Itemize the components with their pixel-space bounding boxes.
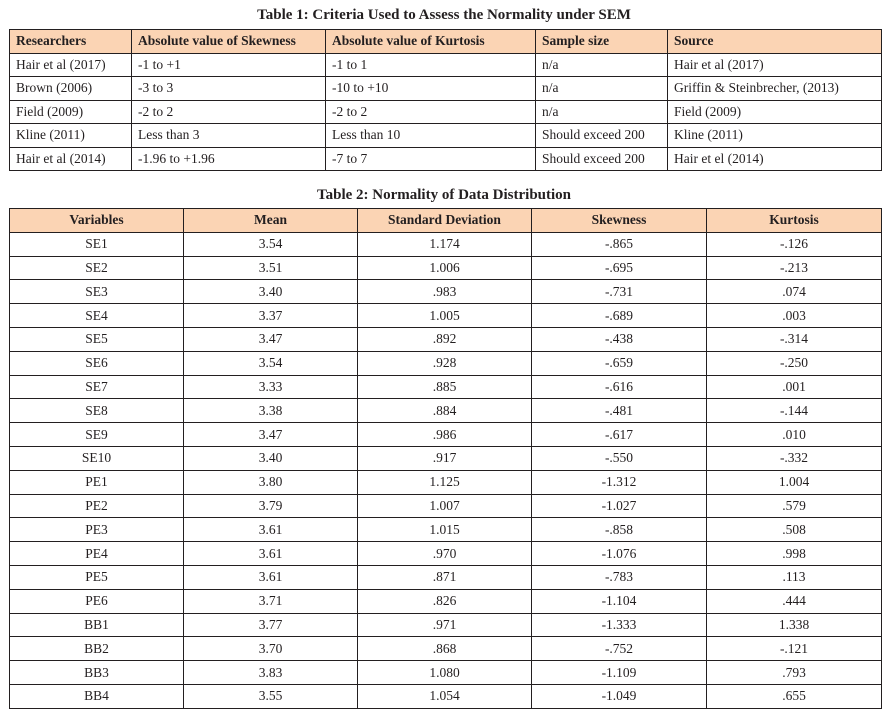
table-cell: -.250 bbox=[707, 351, 882, 375]
table-cell: PE5 bbox=[10, 565, 184, 589]
column-header: Absolute value of Kurtosis bbox=[326, 30, 536, 54]
table-cell: Griffin & Steinbrecher, (2013) bbox=[668, 77, 882, 101]
table-cell: .113 bbox=[707, 565, 882, 589]
table-cell: 1.005 bbox=[358, 304, 532, 328]
table-cell: -.121 bbox=[707, 637, 882, 661]
table-row bbox=[10, 542, 882, 566]
table-cell: -1 to 1 bbox=[326, 53, 536, 77]
column-header: Researchers bbox=[10, 30, 132, 54]
table-cell: .928 bbox=[358, 351, 532, 375]
table-cell: SE5 bbox=[10, 327, 184, 351]
table-row bbox=[10, 684, 882, 708]
table-cell: .971 bbox=[358, 613, 532, 637]
table-cell: SE10 bbox=[10, 446, 184, 470]
table-cell: -.659 bbox=[532, 351, 707, 375]
table1-title: Table 1: Criteria Used to Assess the Normality under SEM bbox=[257, 7, 631, 23]
column-header: Kurtosis bbox=[707, 209, 882, 233]
table-cell: Should exceed 200 bbox=[536, 124, 668, 148]
table-cell: 3.79 bbox=[184, 494, 358, 518]
table-row bbox=[10, 280, 882, 304]
table-cell: 3.70 bbox=[184, 637, 358, 661]
table-cell: -1.049 bbox=[532, 684, 707, 708]
table-cell: 3.80 bbox=[184, 470, 358, 494]
criteria-table-body bbox=[10, 53, 882, 171]
table-header-row bbox=[10, 30, 882, 54]
table-cell: 1.125 bbox=[358, 470, 532, 494]
table-cell: Field (2009) bbox=[668, 100, 882, 124]
table-cell: SE1 bbox=[10, 232, 184, 256]
table-cell: -.332 bbox=[707, 446, 882, 470]
table-cell: -1.333 bbox=[532, 613, 707, 637]
table-cell: -3 to 3 bbox=[132, 77, 326, 101]
table-cell: .871 bbox=[358, 565, 532, 589]
table-row bbox=[10, 399, 882, 423]
column-header: Source bbox=[668, 30, 882, 54]
criteria-table bbox=[9, 29, 882, 171]
table-cell: 3.61 bbox=[184, 542, 358, 566]
table-cell: -.865 bbox=[532, 232, 707, 256]
table-row bbox=[10, 661, 882, 685]
table-cell: .579 bbox=[707, 494, 882, 518]
table-cell: -1.027 bbox=[532, 494, 707, 518]
table-cell: -.550 bbox=[532, 446, 707, 470]
table-cell: Less than 3 bbox=[132, 124, 326, 148]
table-cell: .998 bbox=[707, 542, 882, 566]
table-cell: .892 bbox=[358, 327, 532, 351]
table-cell: BB1 bbox=[10, 613, 184, 637]
column-header: Absolute value of Skewness bbox=[132, 30, 326, 54]
table-cell: -2 to 2 bbox=[132, 100, 326, 124]
table-row bbox=[10, 518, 882, 542]
table-cell: Should exceed 200 bbox=[536, 147, 668, 171]
table-cell: .074 bbox=[707, 280, 882, 304]
table-cell: -.695 bbox=[532, 256, 707, 280]
table-cell: 3.40 bbox=[184, 446, 358, 470]
table-cell: Hair et al (2014) bbox=[10, 147, 132, 171]
table-cell: BB2 bbox=[10, 637, 184, 661]
table-cell: 3.38 bbox=[184, 399, 358, 423]
table-row bbox=[10, 375, 882, 399]
column-header: Sample size bbox=[536, 30, 668, 54]
table-row bbox=[10, 124, 882, 148]
table-cell: .983 bbox=[358, 280, 532, 304]
table-cell: -1.312 bbox=[532, 470, 707, 494]
column-header: Standard Deviation bbox=[358, 209, 532, 233]
table-cell: Hair et el (2014) bbox=[668, 147, 882, 171]
table-cell: Kline (2011) bbox=[668, 124, 882, 148]
table-cell: -10 to +10 bbox=[326, 77, 536, 101]
table-cell: -.481 bbox=[532, 399, 707, 423]
table-cell: BB3 bbox=[10, 661, 184, 685]
table-cell: -.144 bbox=[707, 399, 882, 423]
table-row bbox=[10, 423, 882, 447]
table-cell: -.858 bbox=[532, 518, 707, 542]
table-cell: .917 bbox=[358, 446, 532, 470]
table-row bbox=[10, 232, 882, 256]
table-cell: 1.004 bbox=[707, 470, 882, 494]
table-cell: .868 bbox=[358, 637, 532, 661]
table-cell: 3.55 bbox=[184, 684, 358, 708]
table-row bbox=[10, 351, 882, 375]
table-cell: .970 bbox=[358, 542, 532, 566]
table-cell: 3.61 bbox=[184, 565, 358, 589]
table-cell: -.126 bbox=[707, 232, 882, 256]
table-cell: PE1 bbox=[10, 470, 184, 494]
table-cell: .655 bbox=[707, 684, 882, 708]
table-cell: 1.007 bbox=[358, 494, 532, 518]
table-cell: n/a bbox=[536, 53, 668, 77]
table-cell: 1.006 bbox=[358, 256, 532, 280]
normality-table-body bbox=[10, 232, 882, 708]
table-cell: 1.015 bbox=[358, 518, 532, 542]
table-row bbox=[10, 565, 882, 589]
table-cell: SE7 bbox=[10, 375, 184, 399]
table-cell: SE4 bbox=[10, 304, 184, 328]
table-cell: -2 to 2 bbox=[326, 100, 536, 124]
table-cell: SE9 bbox=[10, 423, 184, 447]
table-row bbox=[10, 494, 882, 518]
table-cell: 3.83 bbox=[184, 661, 358, 685]
table-cell: -.438 bbox=[532, 327, 707, 351]
table-cell: Less than 10 bbox=[326, 124, 536, 148]
table-cell: 1.174 bbox=[358, 232, 532, 256]
table-cell: 3.51 bbox=[184, 256, 358, 280]
table-cell: -.783 bbox=[532, 565, 707, 589]
table-cell: PE2 bbox=[10, 494, 184, 518]
column-header: Skewness bbox=[532, 209, 707, 233]
table-cell: SE2 bbox=[10, 256, 184, 280]
table-row bbox=[10, 147, 882, 171]
table2-title: Table 2: Normality of Data Distribution bbox=[316, 187, 572, 203]
table-cell: -1.104 bbox=[532, 589, 707, 613]
table-cell: -.314 bbox=[707, 327, 882, 351]
table-cell: PE4 bbox=[10, 542, 184, 566]
table-cell: 3.54 bbox=[184, 351, 358, 375]
table-cell: -1.96 to +1.96 bbox=[132, 147, 326, 171]
table-cell: Hair et al (2017) bbox=[668, 53, 882, 77]
table-cell: SE3 bbox=[10, 280, 184, 304]
table-cell: Kline (2011) bbox=[10, 124, 132, 148]
table-cell: Hair et al (2017) bbox=[10, 53, 132, 77]
table-cell: .986 bbox=[358, 423, 532, 447]
table-cell: 3.40 bbox=[184, 280, 358, 304]
table-cell: -.689 bbox=[532, 304, 707, 328]
table-cell: -.752 bbox=[532, 637, 707, 661]
table-cell: .885 bbox=[358, 375, 532, 399]
table-cell: .010 bbox=[707, 423, 882, 447]
table-cell: SE6 bbox=[10, 351, 184, 375]
table-cell: .444 bbox=[707, 589, 882, 613]
table-cell: PE6 bbox=[10, 589, 184, 613]
table-cell: n/a bbox=[536, 100, 668, 124]
table-cell: 3.33 bbox=[184, 375, 358, 399]
table-cell: .884 bbox=[358, 399, 532, 423]
table-row bbox=[10, 77, 882, 101]
table-cell: -.616 bbox=[532, 375, 707, 399]
table-cell: .001 bbox=[707, 375, 882, 399]
table-cell: PE3 bbox=[10, 518, 184, 542]
table-cell: -1 to +1 bbox=[132, 53, 326, 77]
table-row bbox=[10, 446, 882, 470]
table-cell: .508 bbox=[707, 518, 882, 542]
table-cell: -.617 bbox=[532, 423, 707, 447]
table-row bbox=[10, 470, 882, 494]
table-header-row bbox=[10, 209, 882, 233]
table-cell: 1.080 bbox=[358, 661, 532, 685]
table-cell: .793 bbox=[707, 661, 882, 685]
table-cell: Brown (2006) bbox=[10, 77, 132, 101]
table-row bbox=[10, 304, 882, 328]
table-row bbox=[10, 256, 882, 280]
table-cell: n/a bbox=[536, 77, 668, 101]
table-row bbox=[10, 100, 882, 124]
table-cell: 1.338 bbox=[707, 613, 882, 637]
table-cell: 3.54 bbox=[184, 232, 358, 256]
table-cell: -1.076 bbox=[532, 542, 707, 566]
table-cell: 1.054 bbox=[358, 684, 532, 708]
table-cell: 3.61 bbox=[184, 518, 358, 542]
table-cell: SE8 bbox=[10, 399, 184, 423]
table-row bbox=[10, 589, 882, 613]
table-cell: -.731 bbox=[532, 280, 707, 304]
table-cell: -.213 bbox=[707, 256, 882, 280]
table-cell: 3.37 bbox=[184, 304, 358, 328]
table-row bbox=[10, 53, 882, 77]
column-header: Variables bbox=[10, 209, 184, 233]
table-row bbox=[10, 327, 882, 351]
table-cell: 3.71 bbox=[184, 589, 358, 613]
table-cell: 3.47 bbox=[184, 327, 358, 351]
table-cell: BB4 bbox=[10, 684, 184, 708]
table-row bbox=[10, 637, 882, 661]
table-cell: .826 bbox=[358, 589, 532, 613]
table-cell: -1.109 bbox=[532, 661, 707, 685]
table-cell: 3.77 bbox=[184, 613, 358, 637]
table-cell: -7 to 7 bbox=[326, 147, 536, 171]
table-cell: 3.47 bbox=[184, 423, 358, 447]
normality-table bbox=[9, 208, 882, 709]
table-row bbox=[10, 613, 882, 637]
column-header: Mean bbox=[184, 209, 358, 233]
table-cell: Field (2009) bbox=[10, 100, 132, 124]
table-cell: .003 bbox=[707, 304, 882, 328]
